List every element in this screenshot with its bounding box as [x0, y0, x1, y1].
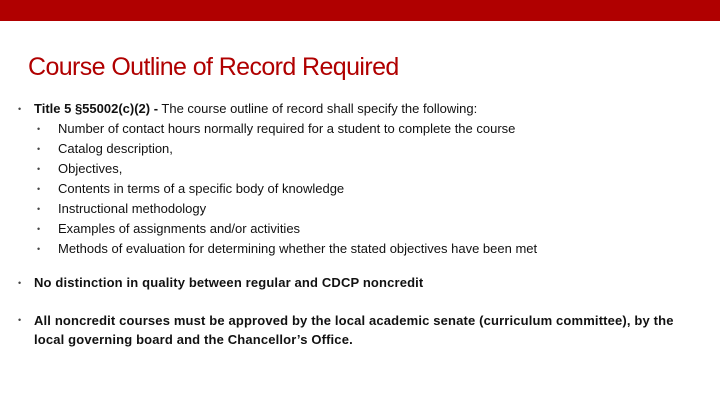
bullet-icon: •: [18, 104, 22, 114]
bullet-icon: •: [37, 244, 41, 254]
list-item: [37, 199, 698, 219]
list-item: [37, 219, 698, 239]
list-item-text: Examples of assignments and/or activities: [58, 221, 301, 236]
bullet-icon: •: [37, 144, 41, 154]
list-item: [37, 239, 698, 259]
top-accent-bar: [0, 0, 720, 21]
bullet-text: The course outline of record shall specify the following:: [158, 101, 478, 116]
bullet-approval: [18, 311, 698, 349]
bullet-icon: •: [37, 124, 41, 134]
bullet-icon: •: [37, 164, 41, 174]
list-item: [37, 159, 698, 179]
list-item: [37, 139, 698, 159]
sub-list: [18, 119, 698, 259]
list-item-text: Instructional methodology: [58, 201, 207, 216]
bullet-icon: •: [18, 278, 22, 288]
bullet-icon: •: [37, 224, 41, 234]
slide-content: [18, 99, 698, 349]
list-item-text: Objectives,: [58, 161, 123, 176]
bullet-lead: Title 5 §55002(c)(2) -: [34, 101, 159, 116]
bullet-text: All noncredit courses must be approved by the local academic senate (curriculum committee), by the local governing board and the Chancellor’s Office.: [34, 313, 674, 347]
bullet-icon: •: [37, 184, 41, 194]
list-item-text: Number of contact hours normally required for a student to complete the course: [58, 121, 516, 136]
bullet-text: No distinction in quality between regular and CDCP noncredit: [34, 275, 424, 290]
bullet-icon: •: [37, 204, 41, 214]
bullet-title5: [18, 99, 698, 119]
slide-title: Course Outline of Record Required: [28, 53, 399, 81]
list-item-text: Contents in terms of a specific body of knowledge: [58, 181, 345, 196]
list-item-text: Catalog description,: [58, 141, 173, 156]
bullet-no-distinction: [18, 273, 698, 293]
bullet-icon: •: [18, 315, 22, 325]
list-item: [37, 179, 698, 199]
list-item: [37, 119, 698, 139]
list-item-text: Methods of evaluation for determining whether the stated objectives have been met: [58, 241, 538, 256]
